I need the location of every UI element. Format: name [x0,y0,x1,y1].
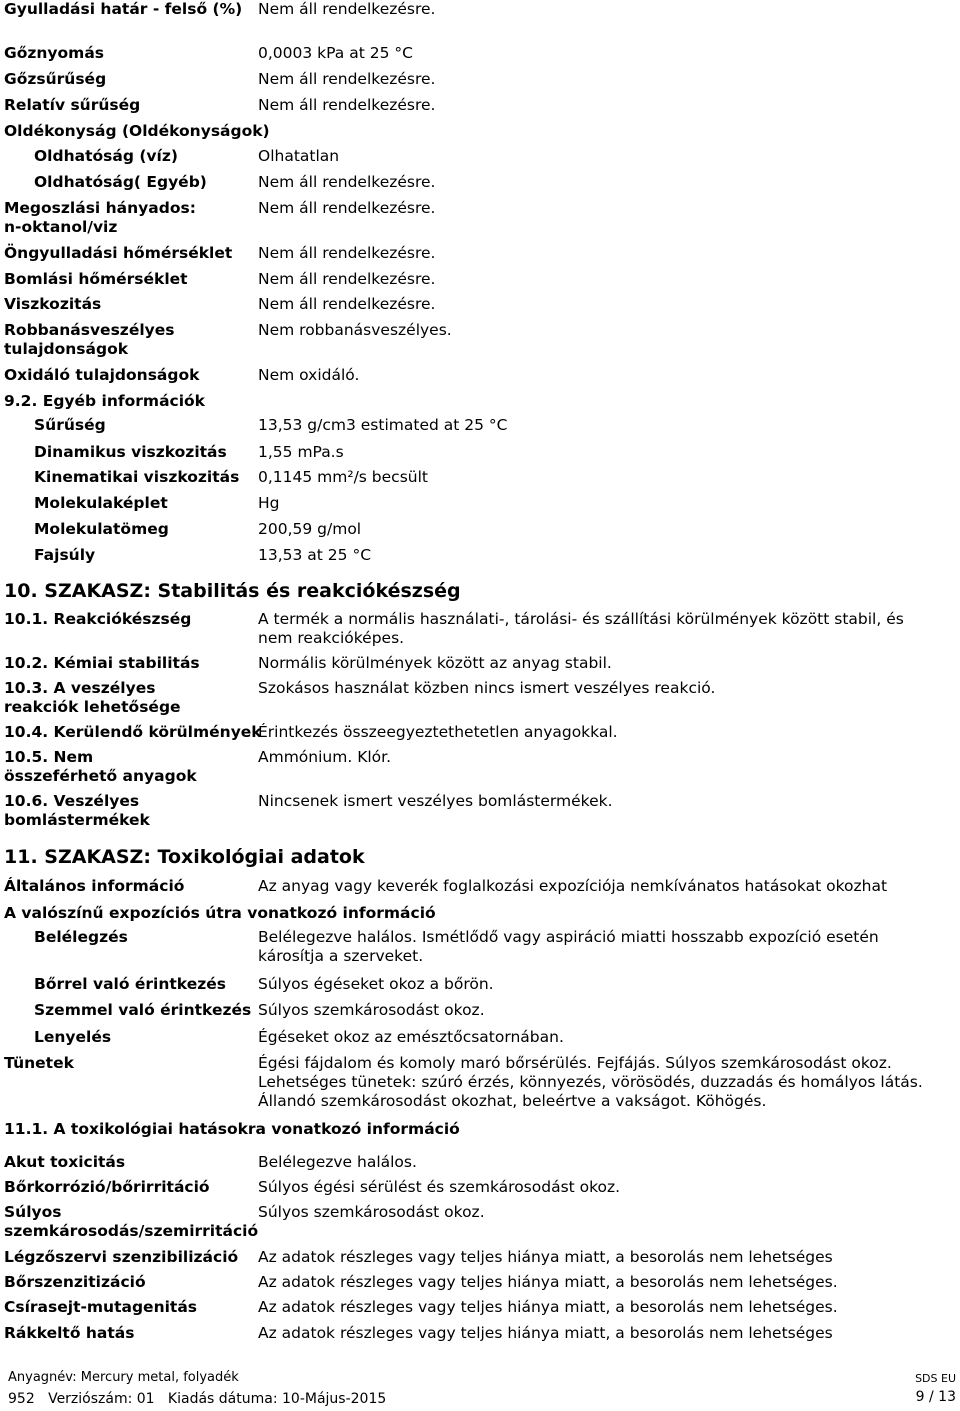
s10-label-chemical-stability: 10.2. Kémiai stabilitás [4,654,200,672]
footer-sds-label: SDS EU [915,1372,956,1385]
prop-value-molecular-weight: 200,59 g/mol [258,520,362,538]
s10-label-hazardous-reactions: 10.3. A veszélyes reakciók lehetősége [4,679,181,716]
s11-label-acute-toxicity: Akut toxicitás [4,1153,126,1171]
prop-label-molecular-weight: Molekulatömeg [34,520,169,538]
prop-label-vapour-pressure: Gőznyomás [4,44,105,62]
footer-version-line: 952 Verziószám: 01 Kiadás dátuma: 10-Május-2015 [8,1391,387,1407]
prop-value-decomposition: Nem áll rendelkezésre. [258,270,436,288]
prop-label-density: Sűrűség [34,416,106,434]
prop-label-flammability-upper: Gyulladási határ - felső (%) [4,0,243,18]
prop-label-solubility: Oldékonyság (Oldékonyságok) [4,122,270,140]
s11-value-eye-contact: Súlyos szemkárosodást okoz. [258,1001,485,1019]
s10-label-decomposition-products: 10.6. Veszélyes bomlástermékek [4,792,150,829]
prop-label-decomposition: Bomlási hőmérséklet [4,270,188,288]
prop-value-oxidising: Nem oxidáló. [258,366,360,384]
s11-label-respiratory-sensitisation: Légzőszervi szenzibilizáció [4,1248,239,1266]
prop-label-specific-gravity: Fajsúly [34,546,96,564]
s11-value-carcinogenicity: Az adatok részleges vagy teljes hiánya miatt, a besorolás nem lehetséges [258,1324,833,1342]
s11-value-eye-damage: Súlyos szemkárosodást okoz. [258,1203,485,1221]
section-10-title: 10. SZAKASZ: Stabilitás és reakciókészség [4,580,461,602]
s10-label-reactivity: 10.1. Reakciókészség [4,610,192,628]
s10-value-hazardous-reactions: Szokásos használat közben nincs ismert veszélyes reakció. [258,679,716,697]
s11-label-inhalation: Belélegzés [34,928,128,946]
prop-value-autoignition: Nem áll rendelkezésre. [258,244,436,262]
prop-value-solubility-other: Nem áll rendelkezésre. [258,173,436,191]
prop-value-density: 13,53 g/cm3 estimated at 25 °C [258,416,508,434]
s11-label-symptoms: Tünetek [4,1054,74,1072]
prop-label-relative-density: Relatív sűrűség [4,96,141,114]
s10-value-decomposition-products: Nincsenek ismert veszélyes bomlástermékek. [258,792,613,810]
subsection-heading-9-2: 9.2. Egyéb információk [4,392,205,410]
prop-value-vapour-pressure: 0,0003 kPa at 25 °C [258,44,413,62]
prop-value-solubility-water: Olhatatlan [258,147,340,165]
prop-label-explosive: Robbanásveszélyes tulajdonságok [4,321,175,358]
s11-value-inhalation: Belélegezve halálos. Ismétlődő vagy aspiráció miatti hosszabb expozíció esetén károsítja a szerveket. [258,928,879,965]
s11-value-ingestion: Égéseket okoz az emésztőcsatornában. [258,1028,564,1046]
s10-label-conditions-to-avoid: 10.4. Kerülendő körülmények [4,723,262,741]
s11-value-general: Az anyag vagy keverék foglalkozási expozíciója nemkívánatos hatásokat okozhat [258,877,888,895]
s11-value-skin-sensitisation: Az adatok részleges vagy teljes hiánya miatt, a besorolás nem lehetséges. [258,1273,838,1291]
s11-value-symptoms: Égési fájdalom és komoly maró bőrsérülés. Fejfájás. Súlyos szemkárosodást okoz. Lehetséges tünetek: szúró érzés, könnyezés, vörösödés, duzzadás és homályos látás. Állandó szemkárosodást okozhat, beleértve a vakságot. Köhögés. [258,1054,923,1110]
prop-label-solubility-water: Oldhatóság (víz) [34,147,178,165]
s10-value-chemical-stability: Normális körülmények között az anyag stabil. [258,654,612,672]
prop-value-molecular-formula: Hg [258,494,280,512]
footer-page-number: 9 / 13 [915,1389,956,1405]
s11-value-germ-cell-mutagenicity: Az adatok részleges vagy teljes hiánya miatt, a besorolás nem lehetséges. [258,1298,838,1316]
s10-label-incompatible-materials: 10.5. Nem összeférhető anyagok [4,748,197,785]
s11-exposure-heading: A valószínű expozíciós útra vonatkozó információ [4,904,436,922]
s11-label-skin-contact: Bőrrel való érintkezés [34,975,226,993]
s11-value-acute-toxicity: Belélegezve halálos. [258,1153,417,1171]
s10-value-incompatible-materials: Ammónium. Klór. [258,748,392,766]
prop-value-relative-density: Nem áll rendelkezésre. [258,96,436,114]
s11-label-general: Általános információ [4,877,185,895]
prop-label-oxidising: Oxidáló tulajdonságok [4,366,200,384]
prop-value-partition-coefficient: Nem áll rendelkezésre. [258,199,436,217]
prop-label-partition-coefficient: Megoszlási hányados: n-oktanol/viz [4,199,196,236]
s11-value-skin-contact: Súlyos égéseket okoz a bőrön. [258,975,494,993]
prop-label-autoignition: Öngyulladási hőmérséklet [4,244,233,262]
section-11-title: 11. SZAKASZ: Toxikológiai adatok [4,846,365,868]
s11-label-skin-sensitisation: Bőrszenzitizáció [4,1273,146,1291]
prop-value-kinematic-viscosity: 0,1145 mm²/s becsült [258,468,428,486]
prop-label-kinematic-viscosity: Kinematikai viszkozitás [34,468,240,486]
prop-label-viscosity: Viszkozitás [4,295,102,313]
s11-label-skin-corrosion: Bőrkorrózió/bőrirritáció [4,1178,210,1196]
prop-label-dynamic-viscosity: Dinamikus viszkozitás [34,443,227,461]
s11-label-ingestion: Lenyelés [34,1028,112,1046]
s10-value-conditions-to-avoid: Érintkezés összeegyeztethetetlen anyagokkal. [258,723,618,741]
s11-tox-heading: 11.1. A toxikológiai hatásokra vonatkozó információ [4,1120,460,1138]
prop-value-flammability-upper: Nem áll rendelkezésre. [258,0,436,18]
prop-label-molecular-formula: Molekulaképlet [34,494,168,512]
footer-product-name: Anyagnév: Mercury metal, folyadék [8,1370,239,1385]
s10-value-reactivity: A termék a normális használati-, tárolási- és szállítási körülmények között stabil, és nem reakcióképes. [258,610,904,647]
prop-value-viscosity: Nem áll rendelkezésre. [258,295,436,313]
prop-value-specific-gravity: 13,53 at 25 °C [258,546,372,564]
s11-value-skin-corrosion: Súlyos égési sérülést és szemkárosodást okoz. [258,1178,621,1196]
s11-label-carcinogenicity: Rákkeltő hatás [4,1324,135,1342]
s11-value-respiratory-sensitisation: Az adatok részleges vagy teljes hiánya miatt, a besorolás nem lehetséges [258,1248,833,1266]
prop-value-dynamic-viscosity: 1,55 mPa.s [258,443,344,461]
s11-label-germ-cell-mutagenicity: Csírasejt-mutagenitás [4,1298,198,1316]
s11-label-eye-damage: Súlyos szemkárosodás/szemirritáció [4,1203,259,1240]
prop-value-explosive: Nem robbanásveszélyes. [258,321,452,339]
prop-label-vapour-density: Gőzsűrűség [4,70,107,88]
prop-label-solubility-other: Oldhatóság( Egyéb) [34,173,207,191]
s11-label-eye-contact: Szemmel való érintkezés [34,1001,252,1019]
prop-value-vapour-density: Nem áll rendelkezésre. [258,70,436,88]
